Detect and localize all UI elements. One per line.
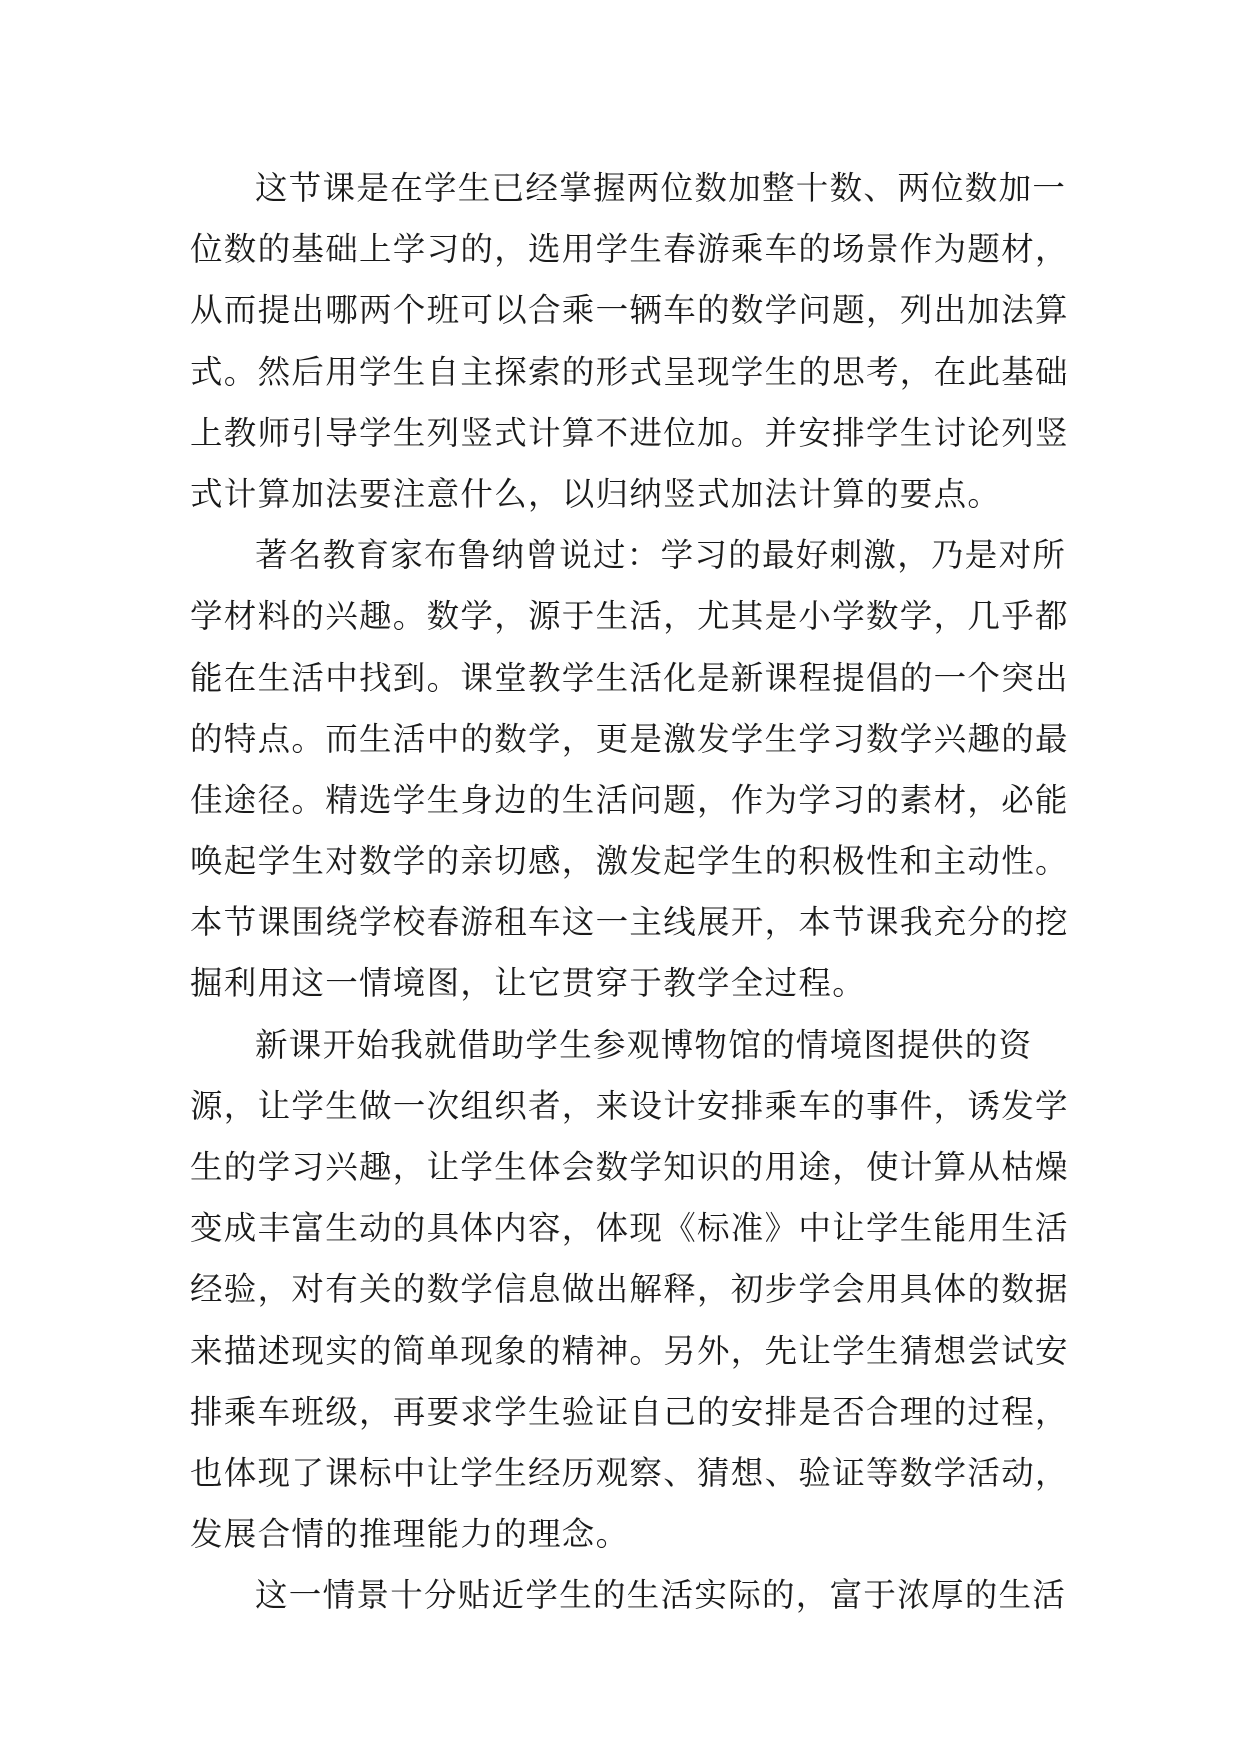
text-line: 学材料的兴趣。数学，源于生活，尤其是小学数学，几乎都 (190, 597, 1069, 636)
text-line: 能在生活中找到。课堂教学生活化是新课程提倡的一个突出 (190, 658, 1069, 697)
text-line: 排乘车班级，再要求学生验证自己的安排是否合理的过程， (190, 1392, 1069, 1431)
text-line: 的特点。而生活中的数学，更是激发学生学习数学兴趣的最 (190, 719, 1069, 758)
text-line: 也体现了课标中让学生经历观察、猜想、验证等数学活动， (190, 1453, 1069, 1492)
text-line: 式。然后用学生自主探索的形式呈现学生的思考，在此基础 (190, 352, 1069, 391)
text-line: 新课开始我就借助学生参观博物馆的情境图提供的资 (255, 1025, 1033, 1064)
text-line: 位数的基础上学习的，选用学生春游乘车的场景作为题材， (190, 230, 1069, 269)
text-line: 来描述现实的简单现象的精神。另外，先让学生猜想尝试安 (190, 1331, 1069, 1370)
text-line: 掘利用这一情境图，让它贯穿于教学全过程。 (190, 964, 867, 1003)
text-line: 经验，对有关的数学信息做出解释，初步学会用具体的数据 (190, 1270, 1069, 1309)
paragraph-3 (190, 1015, 1069, 1566)
paragraph-1 (190, 158, 1069, 525)
text-line: 式计算加法要注意什么，以归纳竖式加法计算的要点。 (190, 474, 1002, 513)
paragraph-2 (190, 525, 1069, 1015)
text-line: 上教师引导学生列竖式计算不进位加。并安排学生讨论列竖 (190, 413, 1069, 452)
text-line: 本节课围绕学校春游租车这一主线展开，本节课我充分的挖 (190, 903, 1069, 942)
text-line: 这节课是在学生已经掌握两位数加整十数、两位数加一 (255, 169, 1067, 207)
text-line: 这一情景十分贴近学生的生活实际的，富于浓厚的生活 (255, 1576, 1067, 1615)
text-line: 生的学习兴趣，让学生体会数学知识的用途，使计算从枯燥 (190, 1148, 1069, 1186)
text-line: 唤起学生对数学的亲切感，激发起学生的积极性和主动性。 (190, 842, 1069, 881)
document-body (190, 158, 1069, 1627)
text-line: 佳途径。精选学生身边的生活问题，作为学习的素材，必能 (190, 780, 1069, 819)
text-line: 变成丰富生动的具体内容，体现《标准》中让学生能用生活 (190, 1209, 1069, 1248)
paragraph-4 (190, 1565, 1067, 1626)
text-line: 从而提出哪两个班可以合乘一辆车的数学问题，列出加法算 (190, 291, 1069, 330)
text-line: 著名教育家布鲁纳曾说过：学习的最好刺激，乃是对所 (255, 536, 1067, 575)
text-line: 发展合情的推理能力的理念。 (190, 1515, 630, 1554)
text-line: 源，让学生做一次组织者，来设计安排乘车的事件，诱发学 (190, 1086, 1069, 1125)
